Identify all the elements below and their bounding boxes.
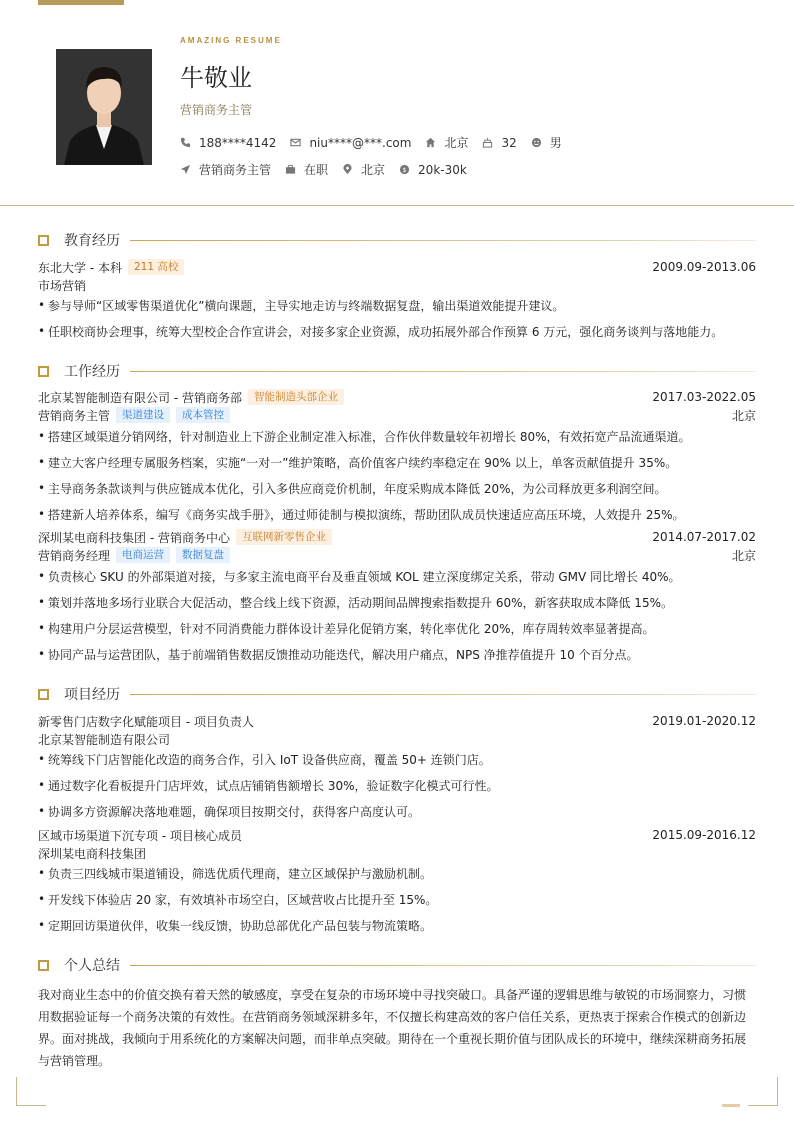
project-name: 新零售门店数字化赋能项目 - 项目负责人 xyxy=(38,714,254,729)
work-bullet: • 建立大客户经理专属服务档案，实施“一对一”维护策略，高价值客户续约率稳定在 90% 以上，单客贡献值提升 35%。 xyxy=(38,454,756,470)
work-entry-header xyxy=(38,389,756,405)
section-heading: 教育经历 xyxy=(64,233,120,249)
project-bullet: • 协调多方资源解决落地难题，确保项目按期交付，获得客户高度认可。 xyxy=(38,803,756,819)
project-bullet: • 统筹线下门店智能化改造的商务合作，引入 IoT 设备供应商，覆盖 50+ 连锁门店。 xyxy=(38,751,756,767)
skill-tag: 渠道建设 xyxy=(116,407,170,423)
email-item xyxy=(290,136,411,150)
section-heading: 工作经历 xyxy=(64,364,120,380)
education-bullet: • 参与导师“区域零售渠道优化”横向课题，主导实地走访与终端数据复盘，输出渠道效能提升建议。 xyxy=(38,297,756,313)
company-name: 深圳某电商科技集团 - 营销商务中心 xyxy=(38,530,230,545)
work-position-row xyxy=(38,547,756,563)
target-city-value: 北京 xyxy=(361,163,386,177)
age-value: 32 xyxy=(501,135,517,150)
project-org-row xyxy=(38,731,756,747)
work-position-row xyxy=(38,407,756,423)
job-title: 营销商务主管 xyxy=(38,408,111,423)
project-dates: 2019.01-2020.12 xyxy=(652,714,756,728)
education-entry-header xyxy=(38,259,756,275)
section-divider xyxy=(130,965,756,966)
work-section-title xyxy=(38,362,756,380)
send-icon xyxy=(180,164,191,175)
brand-label: AMAZING RESUME xyxy=(180,36,282,45)
work-city: 北京 xyxy=(731,408,756,423)
status-value: 在职 xyxy=(304,163,329,177)
project-entry-header xyxy=(38,713,756,729)
contact-row xyxy=(180,134,576,151)
section-marker-icon xyxy=(38,366,49,377)
work-bullet: • 构建用户分层运营模型，针对不同消费能力群体设计差异化促销方案，转化率优化 20%，库存周转效率显著提高。 xyxy=(38,620,756,636)
project-bullet: • 通过数字化看板提升门店坪效，试点店铺销售额增长 30%，验证数字化模式可行性。 xyxy=(38,777,756,793)
summary-section-title xyxy=(38,956,756,974)
salary-value: 20k-30k xyxy=(418,162,467,177)
project-entry-header xyxy=(38,827,756,843)
section-marker-icon xyxy=(38,960,49,971)
company-tag: 互联网新零售企业 xyxy=(236,529,332,545)
section-divider xyxy=(130,240,756,241)
cake-icon xyxy=(482,137,493,148)
job-title: 营销商务经理 xyxy=(38,548,111,563)
work-bullet: • 负责核心 SKU 的外部渠道对接，与多家主流电商平台及垂直领域 KOL 建立深度绑定关系，带动 GMV 同比增长 40%。 xyxy=(38,568,756,584)
gender-item xyxy=(531,134,562,151)
major-name: 市场营销 xyxy=(38,278,87,293)
gender-icon xyxy=(531,137,542,148)
section-heading: 个人总结 xyxy=(64,958,120,974)
work-bullet: • 搭建区域渠道分销网络，针对制造业上下游企业制定准入标准，合作伙伴数量较年初增长 80%，有效拓宽产品流通渠道。 xyxy=(38,428,756,444)
section-divider xyxy=(130,694,756,695)
project-bullet: • 负责三四线城市渠道铺设，筛选优质代理商，建立区域保护与激励机制。 xyxy=(38,865,756,881)
corner-ornament-right xyxy=(748,1077,778,1106)
summary-text: 我对商业生态中的价值交换有着天然的敏感度，享受在复杂的市场环境中寻找突破口。具备严谨的逻辑思维与敏锐的市场洞察力，习惯用数据验证每一个商务决策的有效性。在营销商务领域深耕多年，不仅擅长构建高效的客户信任关系，更热衷于探索合作模式的创新边界。面对挑战，我倾向于用系统化的方案解决问题，而非单点突破。期待在一个重视长期价值与团队成长的环境中，继续深耕商务拓展与营销管理。 xyxy=(38,988,747,1068)
section-heading: 项目经历 xyxy=(64,687,120,703)
corner-ornament-left xyxy=(16,1077,46,1106)
resume-header xyxy=(0,0,794,206)
status-item xyxy=(285,161,328,178)
money-icon xyxy=(399,164,410,175)
home-icon xyxy=(425,137,436,148)
skill-tag: 成本管控 xyxy=(176,407,230,423)
project-bullet: • 定期回访渠道伙伴，收集一线反馈，协助总部优化产品包装与物流策略。 xyxy=(38,917,756,933)
salary-item xyxy=(399,163,467,177)
education-bullet: • 任职校商协会理事，统筹大型校企合作宣讲会，对接多家企业资源，成功拓展外部合作预算 6 万元，强化商务谈判与落地能力。 xyxy=(38,323,756,339)
project-bullet: • 开发线下体验店 20 家，有效填补市场空白，区域营收占比提升至 15%。 xyxy=(38,891,756,907)
email-value: niu****@***.com xyxy=(309,135,412,150)
briefcase-icon xyxy=(285,164,296,175)
work-bullet: • 协同产品与运营团队，基于前端销售数据反馈推动功能迭代，解决用户痛点，NPS 净推荐值提升 10 个百分点。 xyxy=(38,646,756,662)
work-dates: 2017.03-2022.05 xyxy=(652,390,756,404)
target-city-item xyxy=(342,161,385,178)
candidate-role: 营销商务主管 xyxy=(180,103,253,117)
age-item xyxy=(482,136,516,150)
education-section-title xyxy=(38,231,756,249)
hometown-value: 北京 xyxy=(444,136,469,150)
work-bullet: • 搭建新人培养体系，编写《商务实战手册》，通过师徒制与模拟演练，帮助团队成员快速适应高压环境，人效提升 25%。 xyxy=(38,506,756,522)
mail-icon xyxy=(290,137,301,148)
work-bullet: • 主导商务条款谈判与供应链成本优化，引入多供应商竞价机制，年度采购成本降低 20%，为公司释放更多利润空间。 xyxy=(38,480,756,496)
education-major xyxy=(38,277,756,293)
phone-value: 188****4142 xyxy=(199,135,277,150)
profile-photo xyxy=(56,49,152,165)
school-tag: 211 高校 xyxy=(128,259,184,275)
work-bullet: • 策划并落地多场行业联合大促活动，整合线上线下资源，活动期间品牌搜索指数提升 60%，新客获取成本降低 15%。 xyxy=(38,594,756,610)
gender-value: 男 xyxy=(549,136,562,150)
hometown-item xyxy=(425,134,468,151)
footer-accent-dash xyxy=(722,1104,740,1107)
target-role-item xyxy=(180,161,271,178)
section-divider xyxy=(130,371,756,372)
work-entry-header xyxy=(38,529,756,545)
section-marker-icon xyxy=(38,235,49,246)
job-intent-row xyxy=(180,161,481,178)
skill-tag: 数据复盘 xyxy=(176,547,230,563)
work-dates: 2014.07-2017.02 xyxy=(652,530,756,544)
company-name: 北京某智能制造有限公司 - 营销商务部 xyxy=(38,390,242,405)
target-role-value: 营销商务主管 xyxy=(199,163,272,177)
project-section-title xyxy=(38,685,756,703)
phone-item xyxy=(180,136,276,150)
project-dates: 2015.09-2016.12 xyxy=(652,828,756,842)
project-org: 北京某智能制造有限公司 xyxy=(38,732,171,747)
project-org: 深圳某电商科技集团 xyxy=(38,846,147,861)
project-name: 区域市场渠道下沉专项 - 项目核心成员 xyxy=(38,828,242,843)
education-dates: 2009.09-2013.06 xyxy=(652,260,756,274)
candidate-name: 牛敬业 xyxy=(180,64,252,92)
work-city: 北京 xyxy=(731,548,756,563)
phone-icon xyxy=(180,137,191,148)
company-tag: 智能制造头部企业 xyxy=(248,389,344,405)
section-marker-icon xyxy=(38,689,49,700)
svg-text:$: $ xyxy=(402,165,407,174)
school-name: 东北大学 - 本科 xyxy=(38,260,122,275)
project-org-row xyxy=(38,845,756,861)
skill-tag: 电商运营 xyxy=(116,547,170,563)
location-pin-icon xyxy=(342,164,353,175)
